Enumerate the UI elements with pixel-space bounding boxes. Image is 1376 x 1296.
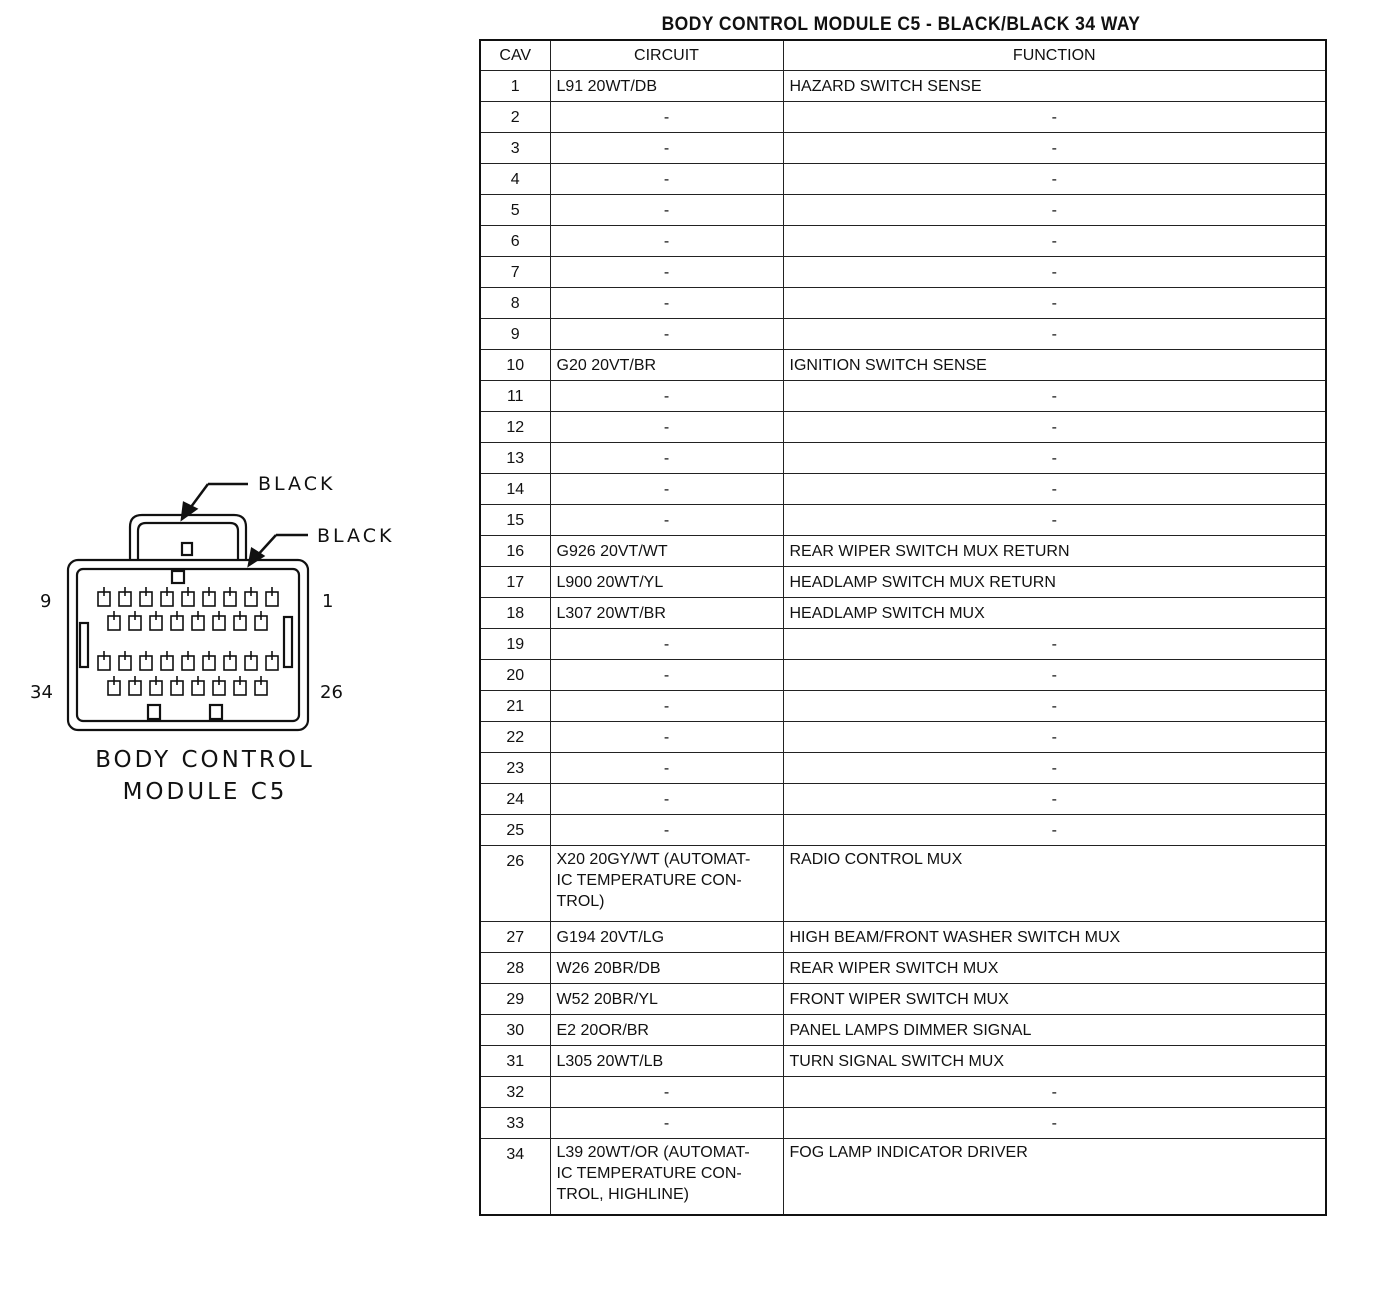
cav-cell: 8 xyxy=(480,288,550,319)
table-row xyxy=(480,753,1326,784)
cav-cell: 18 xyxy=(480,598,550,629)
cav-cell: 1 xyxy=(480,71,550,102)
cav-cell: 5 xyxy=(480,195,550,226)
circuit-cell: G926 20VT/WT xyxy=(550,536,783,567)
black-label-top: BLACK xyxy=(258,473,336,495)
circuit-cell: - xyxy=(550,288,783,319)
circuit-cell: - xyxy=(550,1108,783,1139)
function-cell: IGNITION SWITCH SENSE xyxy=(783,350,1326,381)
circuit-cell: - xyxy=(550,226,783,257)
cav-cell: 12 xyxy=(480,412,550,443)
cav-cell: 4 xyxy=(480,164,550,195)
table-row xyxy=(480,288,1326,319)
function-cell: - xyxy=(783,195,1326,226)
table-row xyxy=(480,474,1326,505)
function-cell: HEADLAMP SWITCH MUX xyxy=(783,598,1326,629)
circuit-cell: G194 20VT/LG xyxy=(550,922,783,953)
cav-cell: 17 xyxy=(480,567,550,598)
function-cell: HIGH BEAM/FRONT WASHER SWITCH MUX xyxy=(783,922,1326,953)
circuit-cell: L305 20WT/LB xyxy=(550,1046,783,1077)
cav-cell: 34 xyxy=(480,1139,550,1215)
circuit-cell: - xyxy=(550,660,783,691)
table-row xyxy=(480,984,1326,1015)
function-cell: - xyxy=(783,815,1326,846)
arrow-top-head xyxy=(182,503,196,519)
function-cell: HAZARD SWITCH SENSE xyxy=(783,71,1326,102)
table-row xyxy=(480,1077,1326,1108)
cav-cell: 9 xyxy=(480,319,550,350)
table-row xyxy=(480,1015,1326,1046)
table-row xyxy=(480,815,1326,846)
table-row xyxy=(480,412,1326,443)
table-row xyxy=(480,1108,1326,1139)
circuit-cell: - xyxy=(550,691,783,722)
pin-cavities xyxy=(98,587,278,695)
function-cell: - xyxy=(783,102,1326,133)
circuit-cell: L39 20WT/OR (AUTOMAT- IC TEMPERATURE CON- TROL, HIGHLINE) xyxy=(550,1139,783,1215)
cav-cell: 2 xyxy=(480,102,550,133)
cav-cell: 26 xyxy=(480,846,550,922)
cav-cell: 27 xyxy=(480,922,550,953)
circuit-cell: - xyxy=(550,815,783,846)
table-row xyxy=(480,660,1326,691)
function-cell: TURN SIGNAL SWITCH MUX xyxy=(783,1046,1326,1077)
table-row xyxy=(480,922,1326,953)
table-row xyxy=(480,443,1326,474)
cav-cell: 16 xyxy=(480,536,550,567)
function-cell: - xyxy=(783,722,1326,753)
function-cell: - xyxy=(783,257,1326,288)
pinout-table xyxy=(479,39,1327,1216)
cav-cell: 11 xyxy=(480,381,550,412)
function-cell: - xyxy=(783,753,1326,784)
function-cell: - xyxy=(783,226,1326,257)
table-row xyxy=(480,536,1326,567)
cav-cell: 33 xyxy=(480,1108,550,1139)
function-cell: - xyxy=(783,288,1326,319)
table-row xyxy=(480,133,1326,164)
circuit-cell: L307 20WT/BR xyxy=(550,598,783,629)
function-cell: - xyxy=(783,1108,1326,1139)
cav-cell: 31 xyxy=(480,1046,550,1077)
circuit-cell: - xyxy=(550,784,783,815)
circuit-cell: - xyxy=(550,319,783,350)
cav-cell: 14 xyxy=(480,474,550,505)
function-cell: - xyxy=(783,412,1326,443)
header-function: FUNCTION xyxy=(783,40,1326,71)
function-cell: - xyxy=(783,505,1326,536)
right-key xyxy=(284,617,292,667)
function-cell: - xyxy=(783,1077,1326,1108)
function-cell: - xyxy=(783,381,1326,412)
table-row xyxy=(480,195,1326,226)
circuit-cell: X20 20GY/WT (AUTOMAT- IC TEMPERATURE CON- TROL) xyxy=(550,846,783,922)
function-cell: - xyxy=(783,133,1326,164)
table-row xyxy=(480,691,1326,722)
table-row xyxy=(480,953,1326,984)
circuit-cell: W26 20BR/DB xyxy=(550,953,783,984)
function-cell: RADIO CONTROL MUX xyxy=(783,846,1326,922)
cav-cell: 3 xyxy=(480,133,550,164)
function-cell: - xyxy=(783,629,1326,660)
circuit-cell: - xyxy=(550,195,783,226)
circuit-cell: L91 20WT/DB xyxy=(550,71,783,102)
function-cell: FOG LAMP INDICATOR DRIVER xyxy=(783,1139,1326,1215)
cav-cell: 32 xyxy=(480,1077,550,1108)
cav-cell: 24 xyxy=(480,784,550,815)
table-row xyxy=(480,567,1326,598)
cav-cell: 7 xyxy=(480,257,550,288)
table-title: BODY CONTROL MODULE C5 - BLACK/BLACK 34 WAY xyxy=(661,14,1141,35)
table-row xyxy=(480,319,1326,350)
circuit-cell: - xyxy=(550,443,783,474)
table-row xyxy=(480,71,1326,102)
pin-number-26: 26 xyxy=(320,682,343,703)
latch-tab xyxy=(182,543,192,555)
table-row xyxy=(480,722,1326,753)
table-row xyxy=(480,505,1326,536)
circuit-cell: - xyxy=(550,133,783,164)
cav-cell: 22 xyxy=(480,722,550,753)
function-cell: - xyxy=(783,474,1326,505)
circuit-cell: - xyxy=(550,505,783,536)
circuit-cell: E2 20OR/BR xyxy=(550,1015,783,1046)
connector-housing-outer xyxy=(68,560,308,730)
cav-cell: 13 xyxy=(480,443,550,474)
function-cell: HEADLAMP SWITCH MUX RETURN xyxy=(783,567,1326,598)
circuit-cell: - xyxy=(550,102,783,133)
circuit-cell: - xyxy=(550,722,783,753)
circuit-cell: - xyxy=(550,753,783,784)
function-cell: - xyxy=(783,784,1326,815)
table-row xyxy=(480,629,1326,660)
table-row xyxy=(480,257,1326,288)
table-row xyxy=(480,1139,1326,1215)
cav-cell: 28 xyxy=(480,953,550,984)
circuit-cell: - xyxy=(550,164,783,195)
cav-cell: 20 xyxy=(480,660,550,691)
black-label-right: BLACK xyxy=(317,525,395,547)
table-row xyxy=(480,226,1326,257)
table-body xyxy=(480,71,1326,1215)
cav-cell: 23 xyxy=(480,753,550,784)
function-cell: - xyxy=(783,319,1326,350)
table-row xyxy=(480,102,1326,133)
function-cell: REAR WIPER SWITCH MUX RETURN xyxy=(783,536,1326,567)
top-key xyxy=(172,571,184,583)
function-cell: - xyxy=(783,660,1326,691)
cav-cell: 6 xyxy=(480,226,550,257)
bottom-key-right xyxy=(210,705,222,719)
circuit-cell: - xyxy=(550,257,783,288)
function-cell: - xyxy=(783,164,1326,195)
pin-number-9: 9 xyxy=(40,591,52,612)
function-cell: - xyxy=(783,691,1326,722)
circuit-cell: L900 20WT/YL xyxy=(550,567,783,598)
function-cell: FRONT WIPER SWITCH MUX xyxy=(783,984,1326,1015)
left-key xyxy=(80,623,88,667)
pin-number-1: 1 xyxy=(322,591,334,612)
table-row xyxy=(480,846,1326,922)
table-row xyxy=(480,381,1326,412)
function-cell: PANEL LAMPS DIMMER SIGNAL xyxy=(783,1015,1326,1046)
pin-number-34: 34 xyxy=(30,682,53,703)
connector-latch-outer xyxy=(130,515,246,560)
circuit-cell: G20 20VT/BR xyxy=(550,350,783,381)
circuit-cell: - xyxy=(550,412,783,443)
function-cell: REAR WIPER SWITCH MUX xyxy=(783,953,1326,984)
module-caption-line2: MODULE C5 xyxy=(122,779,288,805)
cav-cell: 19 xyxy=(480,629,550,660)
cav-cell: 29 xyxy=(480,984,550,1015)
function-cell: - xyxy=(783,443,1326,474)
circuit-cell: - xyxy=(550,1077,783,1108)
circuit-cell: - xyxy=(550,629,783,660)
cav-cell: 25 xyxy=(480,815,550,846)
bottom-key-left xyxy=(148,705,160,719)
table-row xyxy=(480,350,1326,381)
circuit-cell: - xyxy=(550,381,783,412)
table-row xyxy=(480,1046,1326,1077)
table-row xyxy=(480,598,1326,629)
table-row xyxy=(480,164,1326,195)
circuit-cell: - xyxy=(550,474,783,505)
connector-diagram xyxy=(20,465,410,825)
cav-cell: 30 xyxy=(480,1015,550,1046)
connector-drawing xyxy=(20,465,410,755)
cav-cell: 10 xyxy=(480,350,550,381)
cav-cell: 21 xyxy=(480,691,550,722)
module-caption-line1: BODY CONTROL xyxy=(95,747,315,773)
table-header-row xyxy=(480,40,1326,71)
header-cav: CAV xyxy=(480,40,550,71)
circuit-cell: W52 20BR/YL xyxy=(550,984,783,1015)
header-circuit: CIRCUIT xyxy=(550,40,783,71)
cav-cell: 15 xyxy=(480,505,550,536)
table-row xyxy=(480,784,1326,815)
